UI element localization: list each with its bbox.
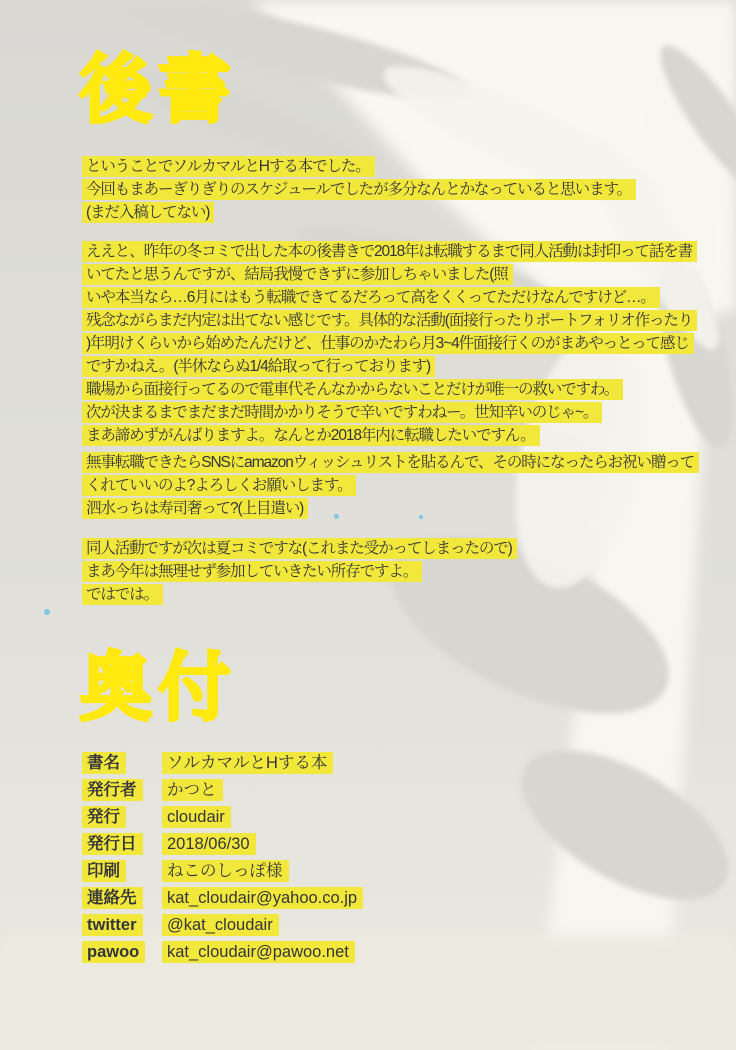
colophon-value: @kat_cloudair	[162, 914, 279, 936]
afterword-line: ええと、昨年の冬コミで出した本の後書きで2018年は転職するまで同人活動は封印って話を書	[82, 241, 697, 262]
colophon-value: ねこのしっぽ様	[162, 860, 289, 882]
colophon-title: 奥付	[80, 645, 238, 731]
colophon-label-cell	[82, 752, 162, 774]
colophon-label: 印刷	[82, 860, 126, 882]
colophon-label: twitter	[82, 914, 143, 936]
afterword-line: いてたと思うんですが、結局我慢できずに参加しちゃいました(照	[82, 264, 513, 285]
colophon-label-cell	[82, 779, 162, 801]
afterword-paragraph-4	[82, 538, 517, 607]
afterword-line: 無事転職できたらSNSにamazonウィッシュリストを貼るんで、その時になったらお祝い贈って	[82, 452, 699, 473]
afterword-line: まあ今年は無理せず参加していきたい所存ですよ。	[82, 561, 422, 582]
colophon-row	[82, 914, 363, 936]
colophon-value: kat_cloudair@pawoo.net	[162, 941, 355, 963]
colophon-label: 発行者	[82, 779, 143, 801]
afterword-line: )年明けくらいから始めたんだけど、仕事のかたわら月3~4件面接行くのがまあやっとって感じ	[82, 333, 694, 354]
afterword-line: ということでソルカマルとHする本でした。	[82, 156, 375, 177]
afterword-line: 同人活動ですが次は夏コミですな(これまた受かってしまったので)	[82, 538, 517, 559]
afterword-line: くれていいのよ?よろしくお願いします。	[82, 475, 356, 496]
colophon-value: かつと	[162, 779, 223, 801]
colophon-label: 連絡先	[82, 887, 143, 909]
afterword-line: (まだ入稿してない)	[82, 202, 214, 223]
colophon-row	[82, 860, 363, 882]
colophon-label-cell	[82, 833, 162, 855]
afterword-line: 泗水っちは寿司奢って?(上目遣い)	[82, 498, 308, 519]
afterword-line: ですかねえ。(半休ならぬ1/4給取って行っております)	[82, 356, 435, 377]
colophon-label: 発行	[82, 806, 126, 828]
colophon-row	[82, 779, 363, 801]
afterword-line: まあ諦めずがんばりますよ。なんとか2018年内に転職したいですん。	[82, 425, 540, 446]
colophon-row	[82, 752, 363, 774]
colophon-label-cell	[82, 941, 162, 963]
colophon-table	[82, 752, 363, 968]
colophon-value: 2018/06/30	[162, 833, 256, 855]
afterword-line: 残念ながらまだ内定は出てない感じです。具体的な活動(面接行ったりポートフォリオ作ったり	[82, 310, 697, 331]
colophon-label-cell	[82, 860, 162, 882]
colophon-row	[82, 806, 363, 828]
afterword-paragraph-1	[82, 156, 636, 225]
ink-speck	[419, 515, 423, 519]
afterword-line: 職場から面接行ってるので電車代そんなかからないことだけが唯一の救いですわ。	[82, 379, 623, 400]
ink-speck	[44, 609, 50, 615]
colophon-row	[82, 887, 363, 909]
afterword-paragraph-2	[82, 241, 697, 448]
colophon-label-cell	[82, 806, 162, 828]
afterword-paragraph-3	[82, 452, 699, 521]
afterword-line: 次が決まるまでまだまだ時間かかりそうで辛いですわねー。世知辛いのじゃ~。	[82, 402, 602, 423]
ink-speck	[334, 514, 339, 519]
colophon-value: kat_cloudair@yahoo.co.jp	[162, 887, 363, 909]
colophon-label-cell	[82, 887, 162, 909]
afterword-line: いや本当なら…6月にはもう転職できてるだろって高をくくってただけなんですけど…。	[82, 287, 660, 308]
afterword-line: ではでは。	[82, 584, 163, 605]
colophon-label: 発行日	[82, 833, 143, 855]
colophon-row	[82, 833, 363, 855]
afterword-title: 後書	[80, 47, 238, 133]
colophon-label: 書名	[82, 752, 126, 774]
colophon-label-cell	[82, 914, 162, 936]
colophon-row	[82, 941, 363, 963]
colophon-label: pawoo	[82, 941, 145, 963]
colophon-value: ソルカマルとHする本	[162, 752, 333, 774]
colophon-value: cloudair	[162, 806, 231, 828]
afterword-line: 今回もまあーぎりぎりのスケジュールでしたが多分なんとかなっていると思います。	[82, 179, 636, 200]
